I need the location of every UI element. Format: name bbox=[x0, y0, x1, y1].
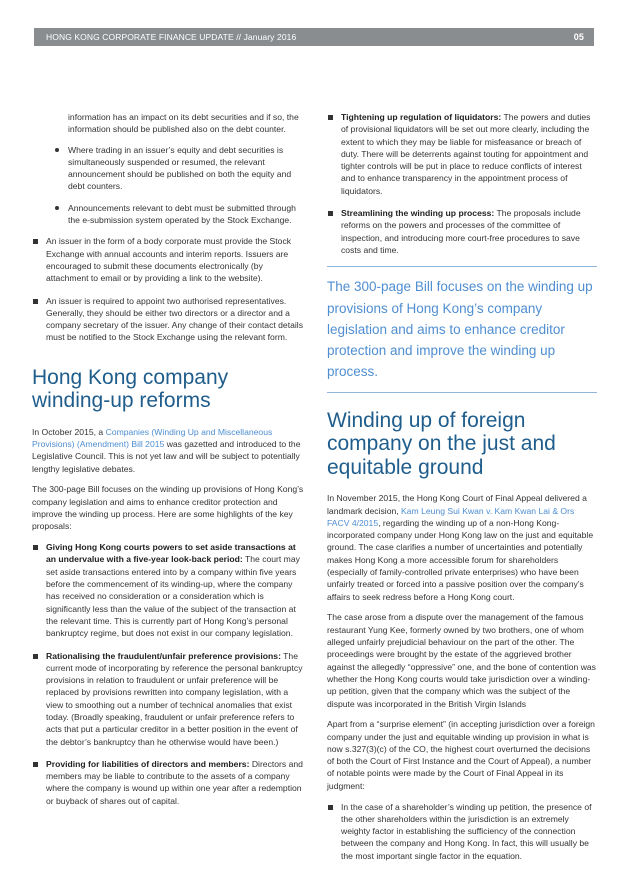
proposal-text: The current mode of incorporating by reference the personal bankruptcy provisions in relation to fraudulent or unfair preference will be replaced by provisions rewritten into company legislation, with a view to smoothing out a number of technical anomalies that exist today. (Broadly speaking, fraudulent or unfair preference refers to acts that put a particular creditor in a better position in the event of the debtor’s bankruptcy than he otherwise would have been.) bbox=[46, 650, 303, 747]
paragraph: The case arose from a dispute over the management of the famous restaurant Yung Kee, formerly owned by two brothers, one of whom alleged unfairly prejudicial behaviour on the part of the other. The proceedings were brought by the estate of the aggrieved brother against the allegedly “oppressive” one, and the bone of contention was whether the Hong Kong courts would take jurisdiction over a winding-up petition, given that the company which was the subject of the dispute was incorporated in the British Virgin Islands bbox=[327, 612, 596, 709]
bill-link[interactable]: Companies (Winding Up and Miscellaneous Provisions) (Amendment) Bill 2015 bbox=[32, 426, 273, 450]
sub-bullet-item: Announcements relevant to debt must be submitted through the e-submission system operated by the Stock Exchange. bbox=[54, 202, 304, 227]
section-heading-foreign-company: Winding up of foreign company on the just and equitable ground bbox=[327, 408, 556, 479]
proposal-item bbox=[32, 758, 304, 807]
sub-bullet-item: Where trading in an issuer’s equity and debt securities is simultaneously suspended or resumed, the relevant announcement should be published on both the equity and debt counters. bbox=[54, 144, 304, 193]
publication-title: HONG KONG CORPORATE FINANCE UPDATE // January 2016 bbox=[46, 32, 297, 42]
proposal-item bbox=[32, 541, 304, 639]
paragraph-text: In October 2015, a bbox=[32, 426, 106, 437]
case-link[interactable]: Kam Leung Sui Kwan v. Kam Kwan Lai & Ors FACV 4/2015 bbox=[327, 505, 575, 528]
paragraph-text: , regarding the winding up of a non-Hong Kong-incorporated company under Hong Kong law on the just and equitable ground. The case clarifies a number of uncertainties and potentially makes Hong Kong a more accessible forum for shareholders (especially of family-controlled private enterprises) who have been unfairly treated or forced into a passive position over the company’s affairs to seek redress before a Hong Kong court. bbox=[327, 517, 594, 602]
section-heading-winding-up-reforms: Hong Kong company winding-up reforms bbox=[32, 365, 229, 413]
page-header-bar bbox=[34, 28, 594, 46]
proposals-list bbox=[32, 541, 304, 807]
proposal-text: The court may set aside transactions entered into by a company within five years before the commencement of its winding-up, where the company has received no consideration or a consideration which is significantly less than the value of the subject of the transaction at the relevant time. This is currently part of Hong Kong’s personal bankruptcy regime, but does not exist in our company legislation. bbox=[46, 554, 300, 639]
proposals-list-continued bbox=[327, 111, 597, 256]
proposal-text: Directors and members may be liable to contribute to the assets of a company where the company is wound up within one year after a redemption or buyback of shares out of capital. bbox=[46, 758, 303, 806]
paragraph bbox=[327, 492, 597, 603]
paragraph-text: was gazetted and introduced to the Legislative Council. This is not yet law and will be subject to potentially lengthy legislative debates. bbox=[32, 439, 301, 474]
proposal-title: Tightening up regulation of liquidators: bbox=[341, 112, 502, 122]
right-column bbox=[327, 111, 597, 872]
requirements-list bbox=[32, 235, 304, 343]
sub-bullet-list bbox=[54, 144, 304, 227]
paragraph: Apart from a “surprise element” (in accepting jurisdiction over a foreign company under the just and equitable winding up provision in what is now s.327(3)(c) of the CO, the highest court overturned the decisions of both the Court of First Instance and the Court of Appeal), a number of notable points were made by the Court of Final Appeal in its judgment: bbox=[327, 719, 595, 791]
judgment-point: In the case of a shareholder’s winding up petition, the presence of the other shareholders within the jurisdiction is an extremely weighty factor in establishing the sufficiency of the connection between the company and Hong Kong. In fact, this will usually be the most important single factor in the equation. bbox=[327, 801, 597, 862]
pull-quote: The 300-page Bill focuses on the winding up provisions of Hong Kong’s company legislation and aims to enhance creditor protection and improve the winding up process. bbox=[327, 266, 597, 392]
continued-bullet-text: information has an impact on its debt securities and if so, the information should be published also on the debt counter. bbox=[68, 112, 299, 135]
judgment-points-list bbox=[327, 801, 597, 862]
proposal-title: Providing for liabilities of directors and members: bbox=[46, 758, 250, 769]
proposal-title: Streamlining the winding up process: bbox=[341, 208, 495, 219]
page-number: 05 bbox=[573, 32, 584, 42]
paragraph-text: In November 2015, the Hong Kong Court of Final Appeal delivered a landmark decision, bbox=[327, 493, 587, 516]
requirement-item: An issuer in the form of a body corporate must provide the Stock Exchange with annual accounts and interim reports. Issuers are encouraged to submit these documents electronically (by attachment to email or by providing a link to the website). bbox=[32, 235, 304, 284]
requirement-item: An issuer is required to appoint two authorised representatives. Generally, they should be either two directors or a director and a company secretary of the issuer. Any change of their contact details must be notified to the Stock Exchange using the relevant form. bbox=[32, 295, 304, 344]
proposal-text: The proposals include reforms on the powers and processes of the committee of inspection, and introducing more court-free procedures to save costs and time. bbox=[341, 208, 581, 255]
proposal-item bbox=[327, 207, 597, 256]
proposal-title: Giving Hong Kong courts powers to set aside transactions at an undervalue with a five-year look-back period: bbox=[46, 542, 296, 565]
paragraph bbox=[32, 426, 304, 475]
proposal-item bbox=[32, 650, 304, 748]
proposal-item bbox=[327, 111, 597, 197]
paragraph: The 300-page Bill focuses on the winding up provisions of Hong Kong’s company legislation and aims to enhance creditor protection and improve the winding up process. Here are some highlights of the key proposals: bbox=[32, 484, 304, 532]
left-column bbox=[32, 111, 304, 817]
proposal-title: Rationalising the fraudulent/unfair preference provisions: bbox=[46, 650, 281, 661]
proposal-text: The powers and duties of provisional liquidators will be set out more clearly, including the extent to which they may be liable for misfeasance or breach of duty. There will be deterrents against touting for appointment and tighter controls will be put in place to reduce conflicts of interest and to enhance transparency in the appointment process of liquidators. bbox=[341, 112, 591, 196]
